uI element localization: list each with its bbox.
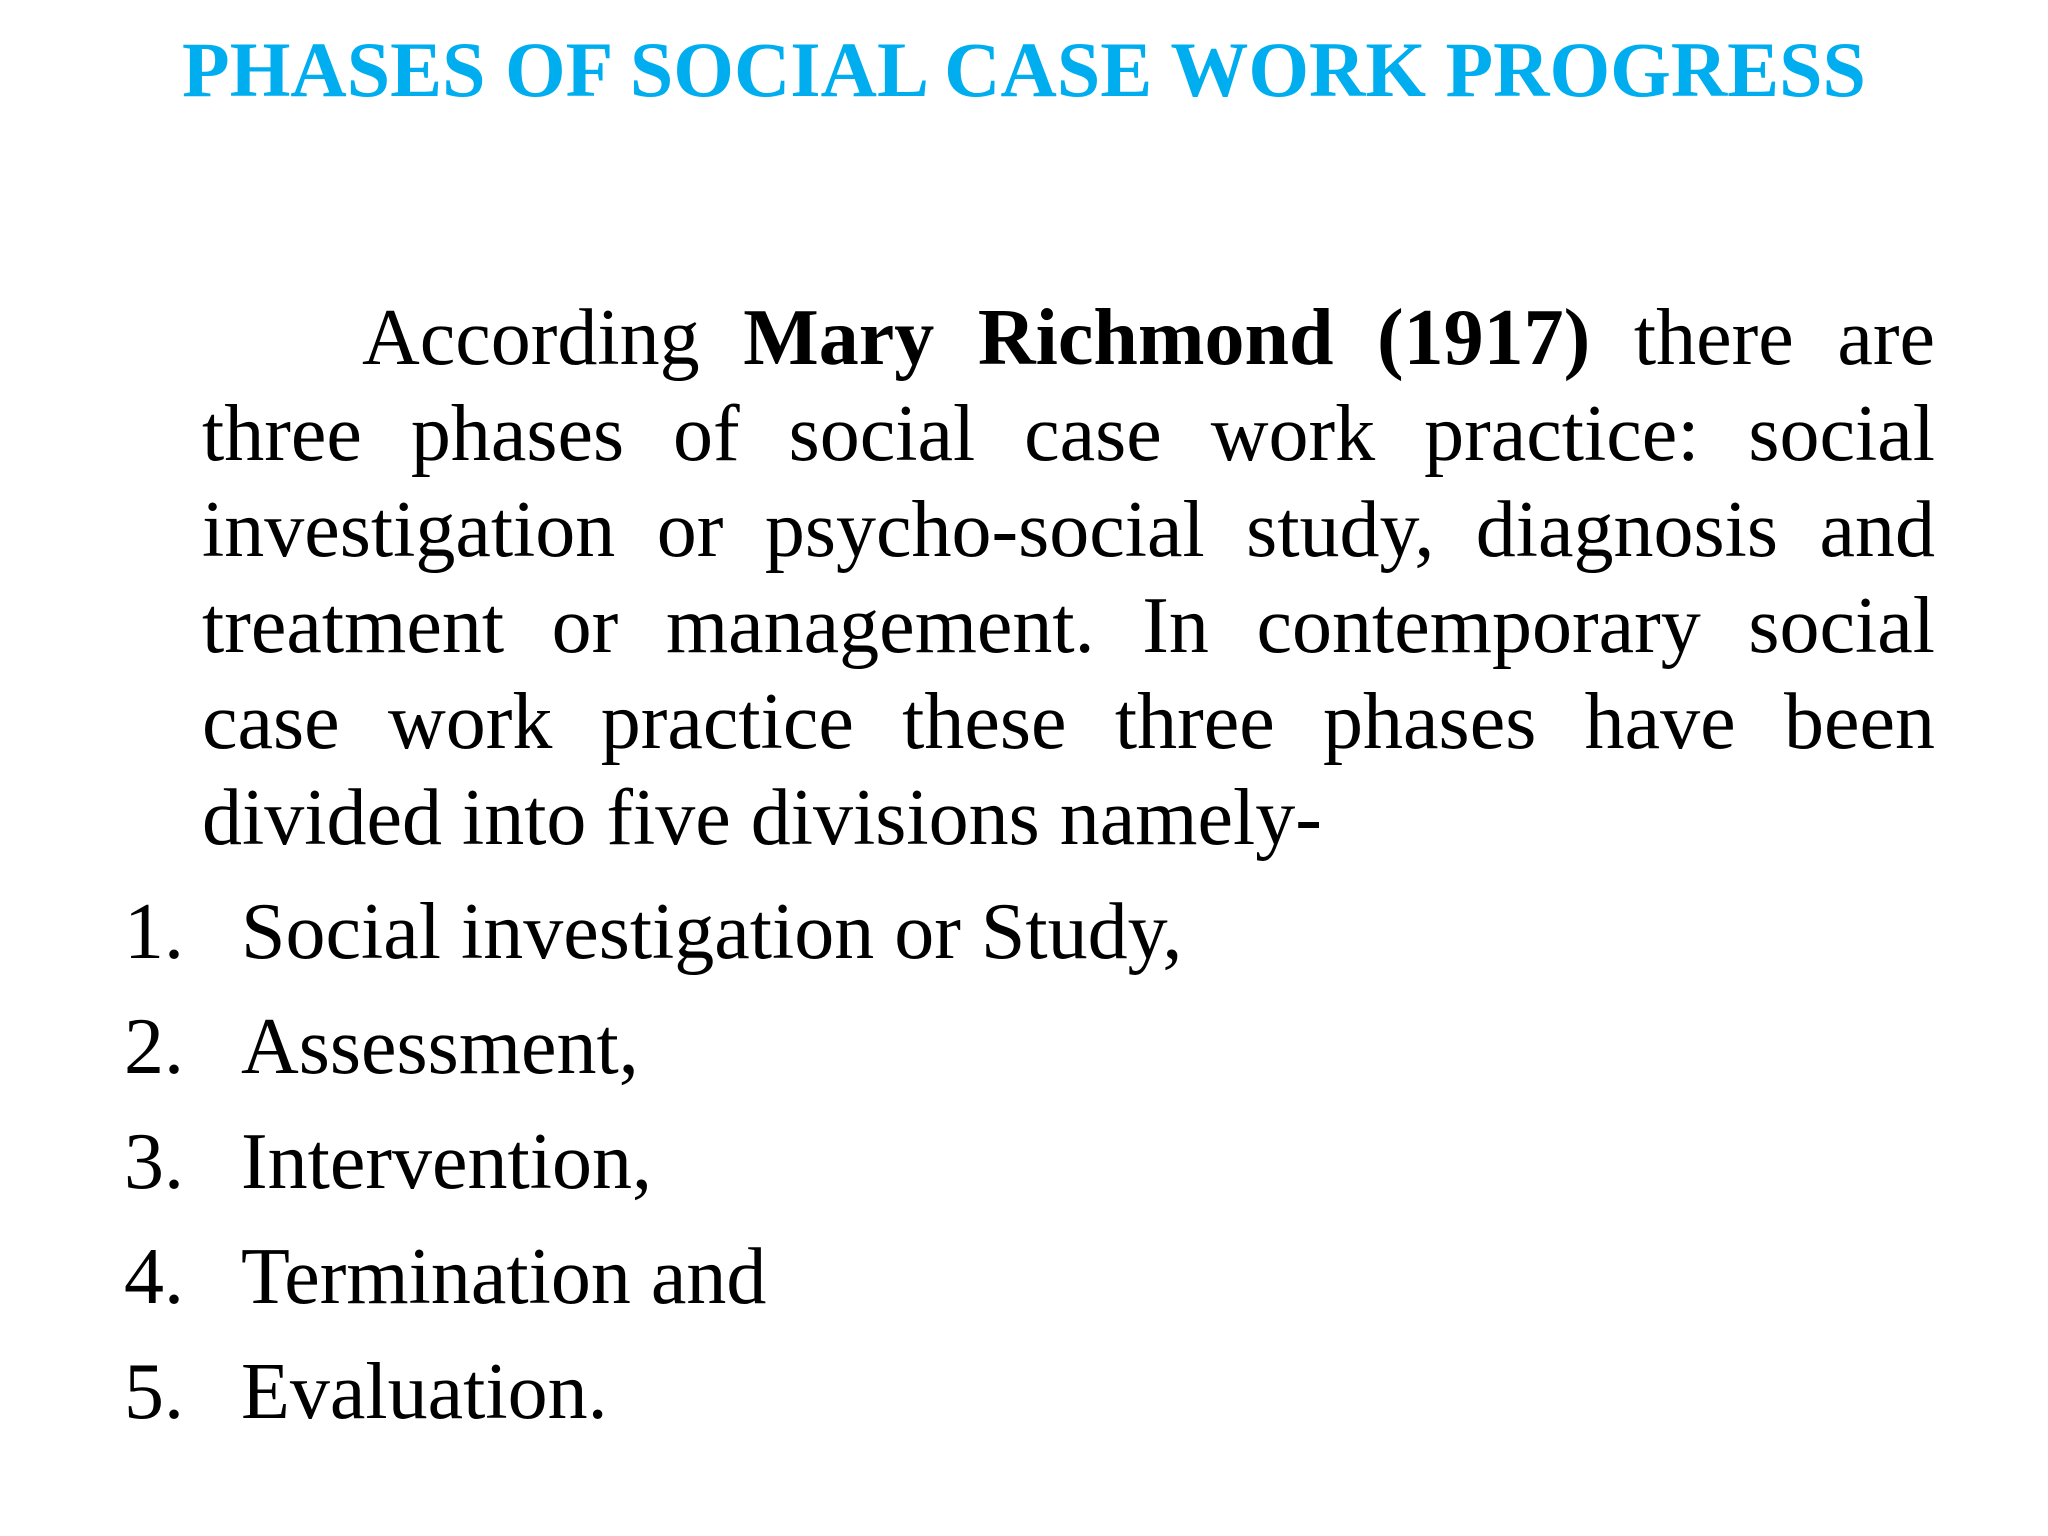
intro-paragraph xyxy=(202,290,1935,866)
phase-number: 3. xyxy=(124,1118,184,1206)
phase-number: 5. xyxy=(124,1348,184,1436)
phase-item-4 xyxy=(0,1229,2048,1344)
phase-item-3 xyxy=(0,1114,2048,1229)
phase-number: 4. xyxy=(124,1233,184,1321)
phase-text: Evaluation. xyxy=(241,1348,608,1436)
slide-title: PHASES OF SOCIAL CASE WORK PROGRESS xyxy=(182,26,1866,113)
phase-item-1 xyxy=(0,884,2048,999)
intro-rest: there are three phases of social case work practice: social investigation or psycho-social study, diagnosis and treatment or management. In contemporary social case work practice these three phases have been divided into five divisions namely- xyxy=(202,294,1936,862)
intro-author: Mary Richmond (1917) xyxy=(743,294,1591,382)
phase-text: Assessment, xyxy=(241,1003,639,1091)
phase-number: 1. xyxy=(124,888,184,976)
phase-text: Termination and xyxy=(241,1233,767,1321)
intro-lead: According xyxy=(362,294,744,382)
phase-list xyxy=(0,884,2048,1459)
phase-item-2 xyxy=(0,999,2048,1114)
phase-text: Intervention, xyxy=(241,1118,652,1206)
phase-text: Social investigation or Study, xyxy=(241,888,1183,976)
phase-number: 2. xyxy=(124,1003,184,1091)
phase-item-5 xyxy=(0,1344,2048,1459)
